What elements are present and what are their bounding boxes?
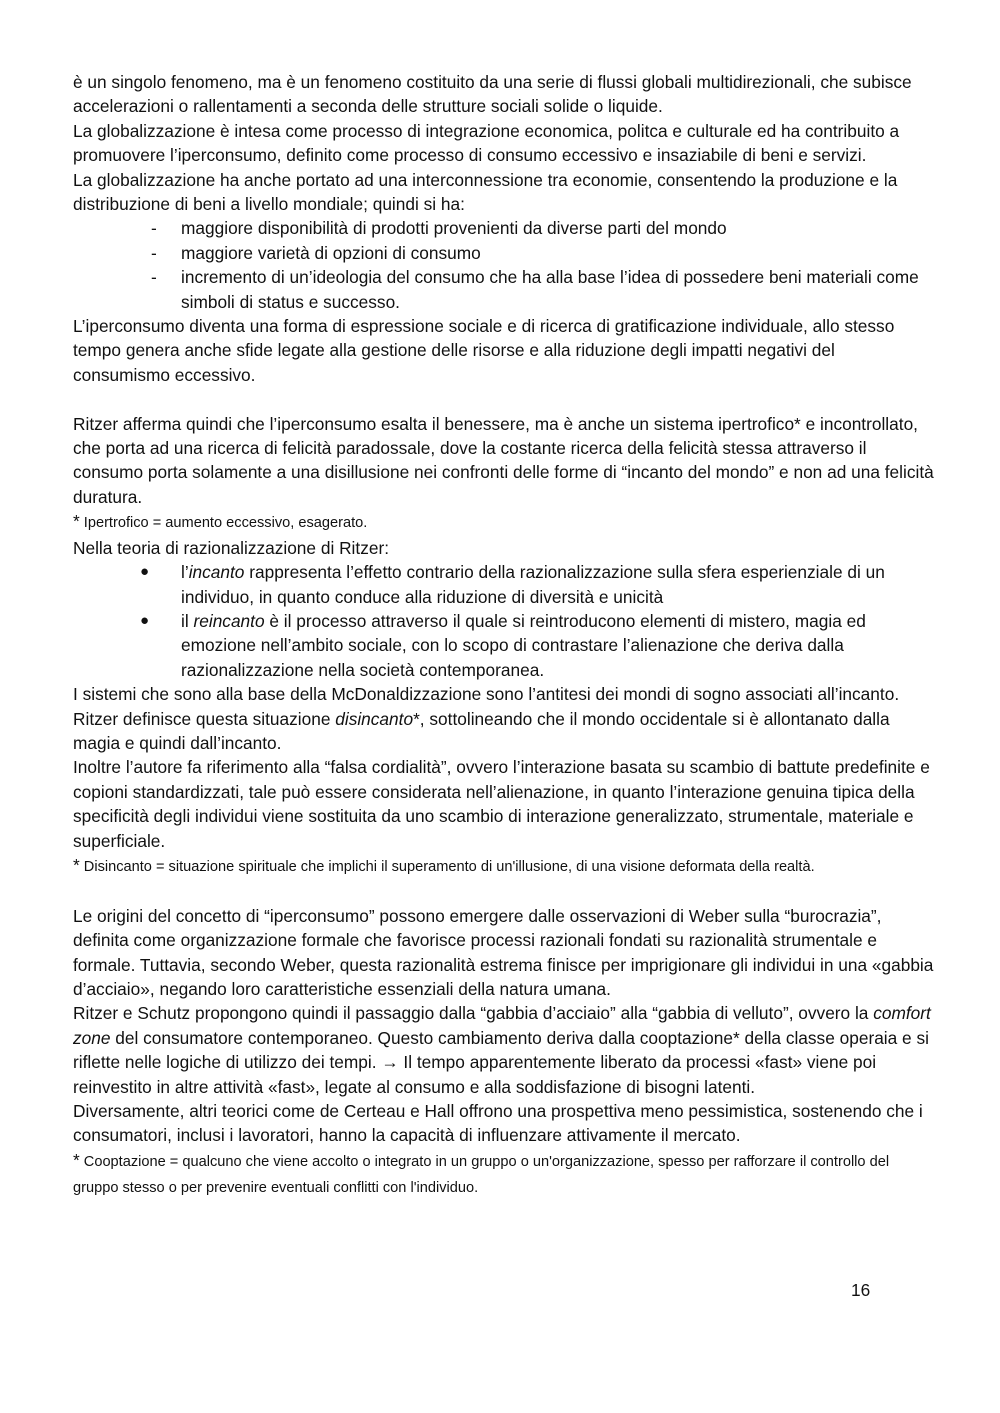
body-paragraph: Ritzer e Schutz propongono quindi il passaggio dalla “gabbia d’acciaio” alla “gabbia di velluto”, ovvero la comfort zone del consumatore contemporaneo. Questo cambiamento deriva dalla cooptazione* della classe operaia e si riflette nelle logiche di utilizzo dei tempi. → Il tempo apparentemente liberato da processi «fast» viene poi reinvestito in altre attività «fast», legate al consumo e alla soddisfazione di bisogni latenti.: [73, 1003, 931, 1097]
dash-marker: -: [151, 267, 157, 288]
body-paragraph: Le origini del concetto di “iperconsumo” possono emergere dalle osservazioni di Weber sulla “burocrazia”, definita come organizzazione formale che favorisce processi razionali fondati su razionalità strumentale e formale. Tuttavia, secondo Weber, questa razionalità estrema finisce per imprigionare gli individui in una «gabbia d’acciaio», negando loro caratteristiche essenziali della natura umana.: [73, 905, 934, 999]
document-page: [73, 70, 935, 1201]
blank-line: [73, 387, 935, 411]
list-item: ● l’incanto rappresenta l’effetto contrario della razionalizzazione sulla sfera esperienziale di un individuo, in quanto conduce alla riduzione di diversità e unicità: [140, 562, 885, 607]
body-paragraph: Nella teoria di razionalizzazione di Ritzer:: [73, 537, 390, 558]
body-paragraph: L’iperconsumo diventa una forma di espressione sociale e di ricerca di gratificazione individuale, allo stesso tempo genera anche sfide legate alla gestione delle risorse e alla riduzione degli impatti negativi del consumismo eccessivo.: [73, 316, 895, 385]
dash-list: [73, 216, 935, 314]
list-item: - incremento di un’ideologia del consumo che ha alla base l’idea di possedere beni materiali come simboli di status e successo.: [151, 267, 919, 312]
bullet-marker: ●: [140, 611, 150, 629]
body-paragraph: I sistemi che sono alla base della McDonaldizzazione sono l’antitesi dei mondi di sogno associati all’incanto. Ritzer definisce questa situazione disincanto*, sottolineando che il mondo occidentale si è allontanato dalla magia e quindi dall’incanto.: [73, 684, 900, 753]
body-paragraph: Ritzer afferma quindi che l’iperconsumo esalta il benessere, ma è anche un sistema ipertrofico* e incontrollato, che porta ad una ricerca di felicità paradossale, dove la costante ricerca della felicità stessa attraverso il consumo porta solamente a una disillusione nei confronti delle forme di “incanto del mondo” e non ad una felicità duratura.: [73, 413, 934, 507]
footnote: * Ipertrofico = aumento eccessivo, esagerato.: [73, 511, 368, 532]
list-item: - maggiore varietà di opzioni di consumo: [73, 241, 935, 265]
body-paragraph: è un singolo fenomeno, ma è un fenomeno costituito da una serie di flussi globali multidirezionali, che subisce accelerazioni o rallentamenti a seconda delle strutture sociali solide o liquide.: [73, 72, 912, 117]
bullet-marker: ●: [140, 563, 150, 581]
body-paragraph: La globalizzazione è intesa come processo di integrazione economica, politca e culturale ed ha contribuito a promuovere l’iperconsumo, definito come processo di consumo eccessivo e insaziabile di beni e servizi.: [73, 120, 900, 166]
dash-marker: -: [151, 218, 157, 239]
list-item: - maggiore disponibilità di prodotti provenienti da diverse parti del mondo: [73, 216, 935, 240]
list-item: ● il reincanto è il processo attraverso il quale si reintroducono elementi di mistero, magia ed emozione nell’ambito sociale, con lo scopo di contrastare l’alienazione che deriva dalla razionalizzazione nella società contemporanea.: [140, 610, 866, 680]
dash-marker: -: [151, 242, 157, 263]
footnote: * Cooptazione = qualcuno che viene accolto o integrato in un gruppo o un'organizzazione, spesso per rafforzare il controllo del gruppo stesso o per prevenire eventuali conflitti con l'individuo.: [73, 1149, 890, 1197]
footnote: * Disincanto = situazione spirituale che implichi il superamento di un'illusione, di una visione deformata della realtà.: [73, 854, 815, 875]
page-number: 16: [851, 1280, 871, 1300]
body-paragraph: Diversamente, altri teorici come de Certeau e Hall offrono una prospettiva meno pessimistica, sostenendo che i consumatori, inclusi i lavoratori, hanno la capacità di influenzare attivamente il mercato.: [73, 1101, 923, 1146]
body-paragraph: Inoltre l’autore fa riferimento alla “falsa cordialità”, ovvero l’interazione basata su scambio di battute predefinite e copioni standardizzati, tale può essere considerata nell’alienazione, in quanto l’interazione genuina tipica della specificità degli individui viene sostituita da uno scambio di interazione generalizzato, strumentale, materiale e superficiale.: [73, 757, 930, 851]
bullet-list: [73, 560, 935, 682]
blank-line: [73, 879, 935, 903]
body-paragraph: La globalizzazione ha anche portato ad una interconnessione tra economie, consentendo la produzione e la distribuzione di beni a livello mondiale; quindi si ha:: [73, 169, 898, 215]
